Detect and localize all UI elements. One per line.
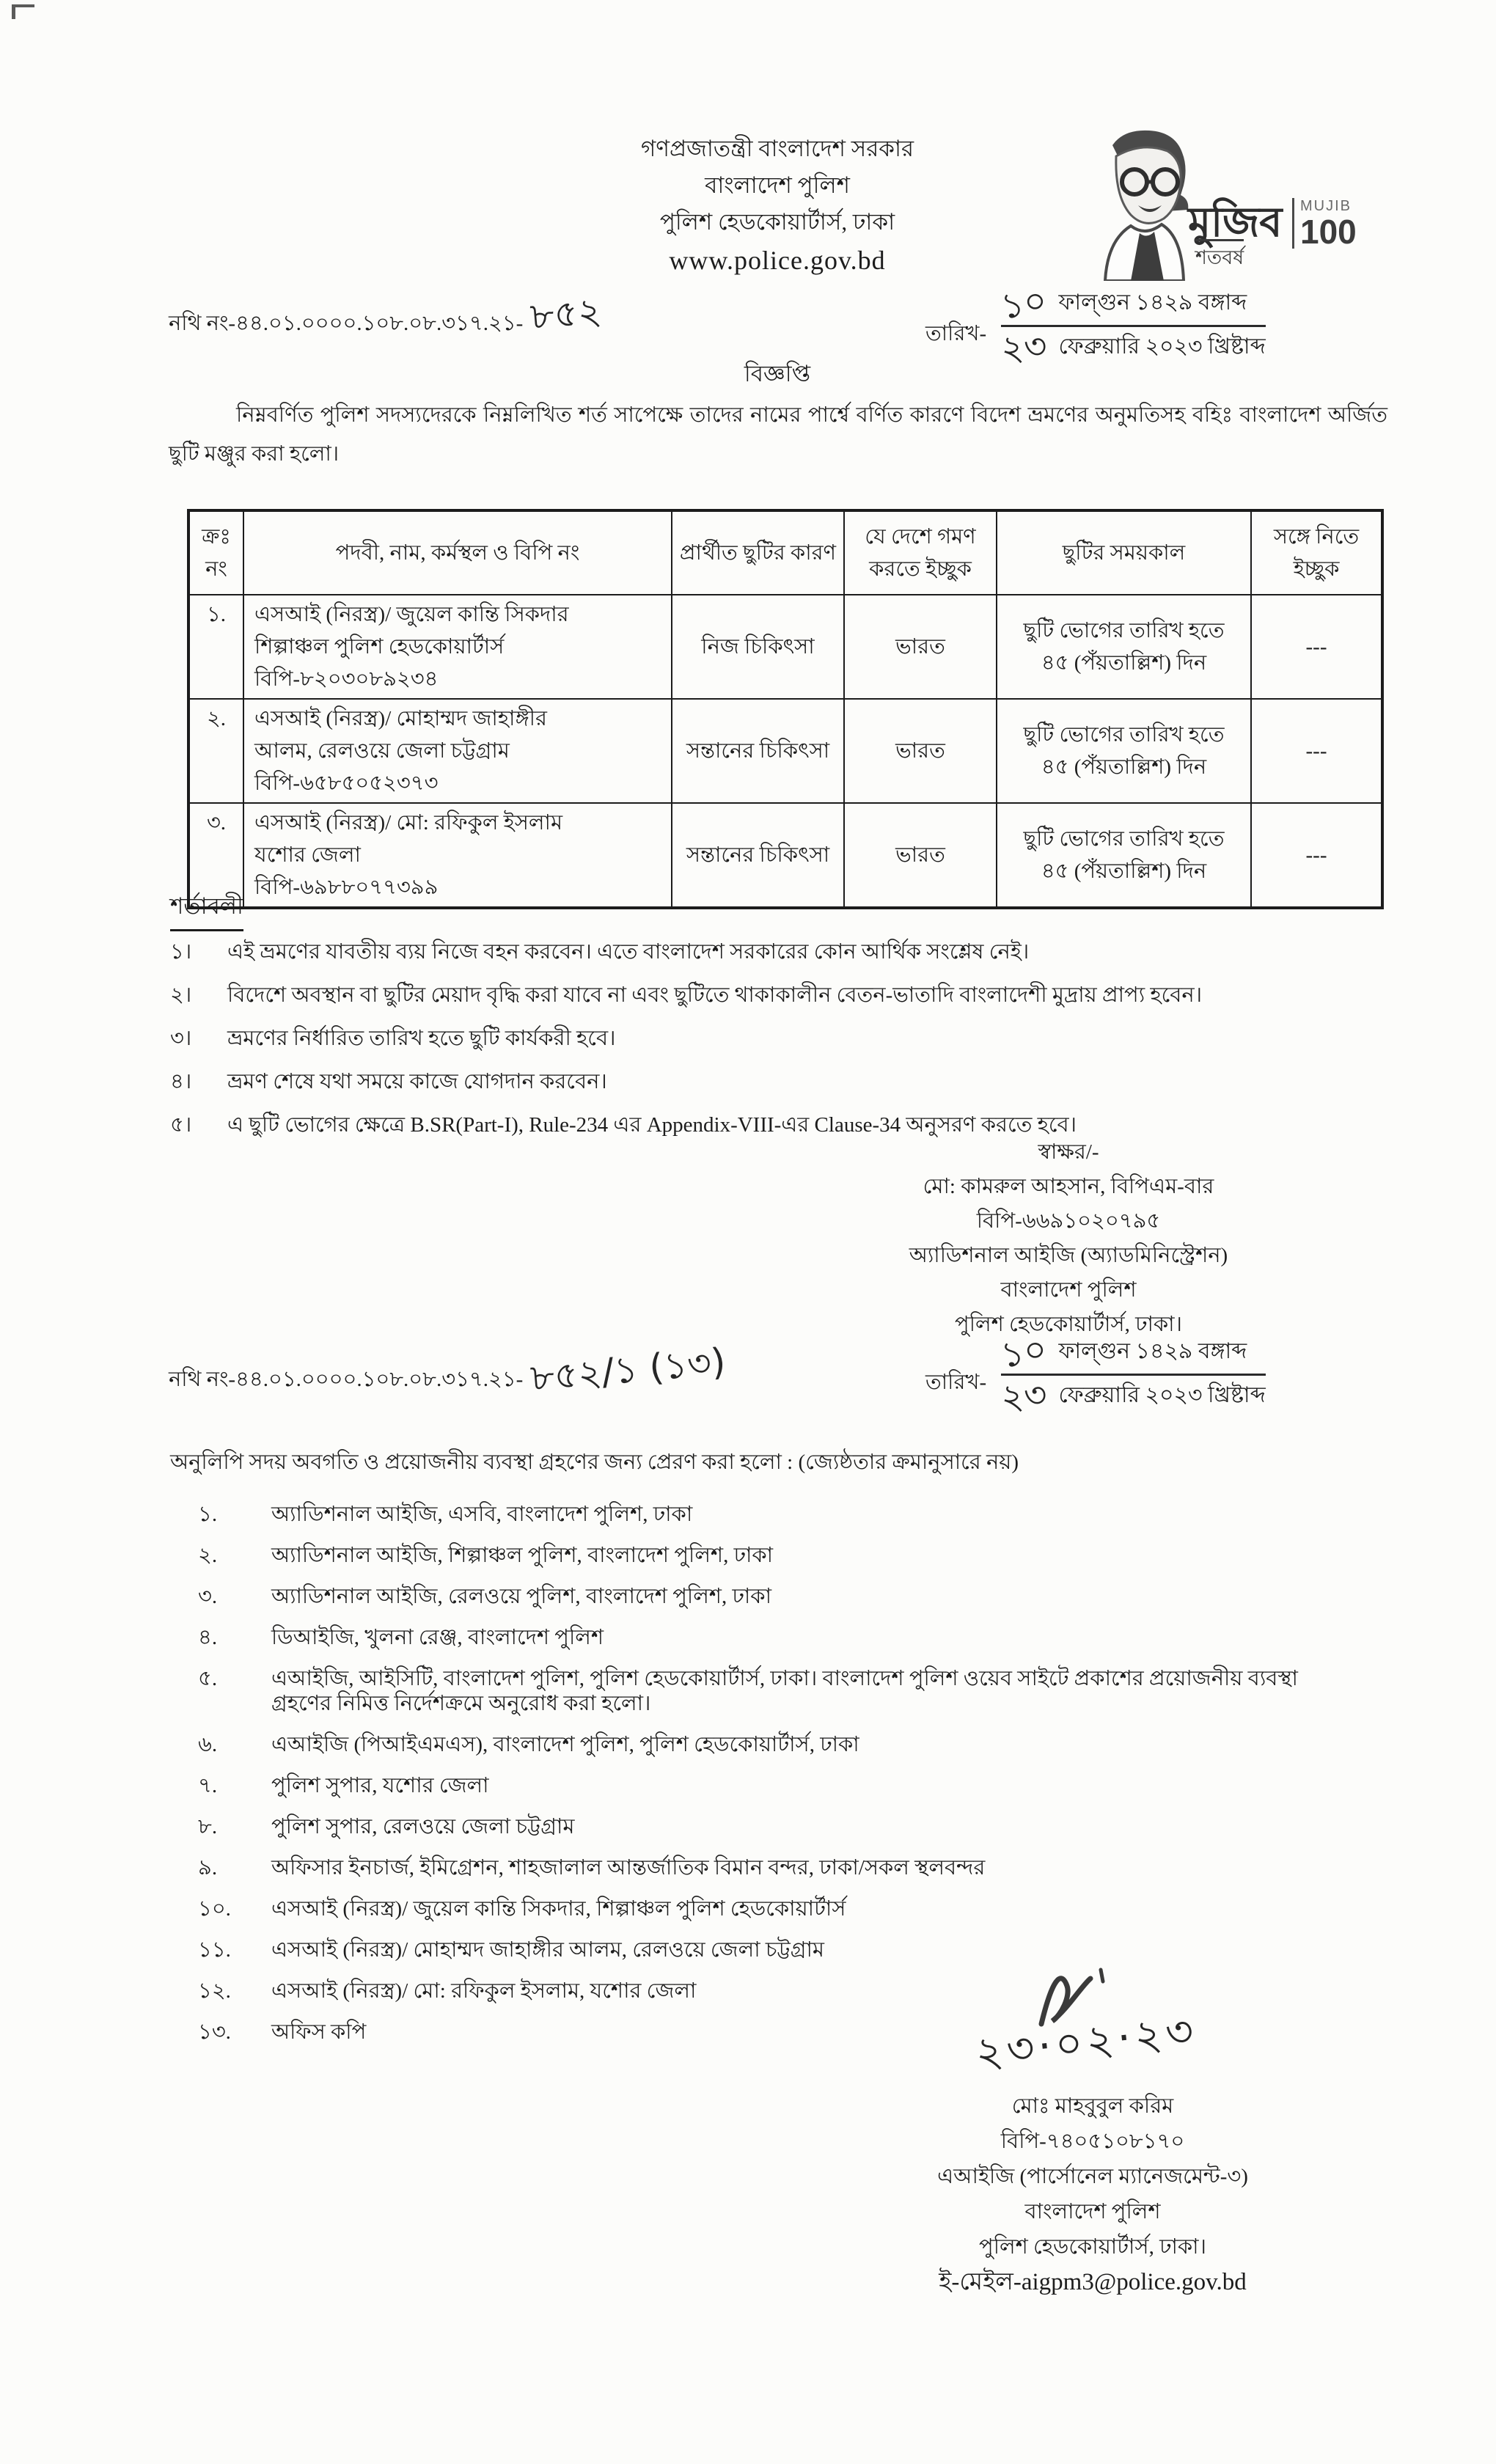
signatory-designation: এআইজি (পার্সোনেল ম্যানেজমেন্ট-৩) bbox=[937, 2165, 1248, 2188]
website-text: www.police.gov.bd bbox=[669, 246, 886, 275]
duration-line: ৪৫ (পঁয়তাল্লিশ) দিন bbox=[1041, 755, 1207, 779]
date-block-1 bbox=[925, 279, 1266, 370]
cell-reason: সন্তানের চিকিৎসা bbox=[672, 803, 844, 908]
organization-name: বাংলাদেশ পুলিশ bbox=[705, 172, 850, 198]
bengali-date-day-handwritten: ১০ bbox=[997, 279, 1050, 328]
condition-item bbox=[170, 1070, 1387, 1094]
signatory-block-2 bbox=[807, 2089, 1379, 2300]
condition-item bbox=[170, 940, 1387, 964]
posting-line: যশোর জেলা bbox=[254, 843, 361, 867]
distribution-text: অ্যাডিশনাল আইজি, এসবি, বাংলাদেশ পুলিশ, ঢাকা bbox=[271, 1503, 693, 1526]
signatory-email: ই-মেইল-aigpm3@police.gov.bd bbox=[939, 2269, 1247, 2295]
cell-duration bbox=[997, 699, 1251, 803]
condition-number: ২। bbox=[170, 983, 192, 1007]
distribution-item bbox=[198, 1625, 1342, 1650]
file-number-handwritten: ৮৫২ bbox=[529, 289, 604, 339]
distribution-text: পুলিশ সুপার, রেলওয়ে জেলা চট্টগ্রাম bbox=[271, 1815, 575, 1838]
signatory-org: বাংলাদেশ পুলিশ bbox=[1024, 2200, 1161, 2223]
duration-line: ৪৫ (পঁয়তাল্লিশ) দিন bbox=[1041, 651, 1207, 675]
cell-companion: --- bbox=[1251, 595, 1382, 699]
cell-serial: ২. bbox=[188, 699, 243, 803]
mujib-logo-title-bn: মুজিব bbox=[1188, 200, 1283, 246]
distribution-text: এসআই (নিরস্ত্র)/ জুয়েল কান্তি সিকদার, শিল্পাঞ্চল পুলিশ হেডকোয়ার্টার্স bbox=[271, 1897, 846, 1921]
bengali-date-day-handwritten: ১০ bbox=[997, 1327, 1050, 1376]
distribution-item bbox=[198, 1666, 1342, 1716]
signatory-name: মোঃ মাহবুবুল করিম bbox=[1011, 2094, 1174, 2118]
condition-number: ৪। bbox=[170, 1070, 192, 1093]
distribution-text: এআইজি, আইসিটি, বাংলাদেশ পুলিশ, পুলিশ হেডকোয়ার্টার্স, ঢাকা। বাংলাদেশ পুলিশ ওয়েব সাইটে প্রকাশের প্রয়োজনীয় ব্যবস্থা গ্রহণের নিমিত্ত নির্দেশক্রমে অনুরোধ করা হলো। bbox=[271, 1667, 1298, 1715]
conditions-list bbox=[170, 940, 1387, 1156]
bengali-date-text: ফাল্গুন ১৪২৯ বঙ্গাব্দ bbox=[1058, 290, 1247, 315]
name-line: এসআই (নিরস্ত্র)/ জুয়েল কান্তি সিকদার bbox=[254, 603, 569, 626]
distribution-text: অ্যাডিশনাল আইজি, শিল্পাঞ্চল পুলিশ, বাংলাদেশ পুলিশ, ঢাকা bbox=[271, 1544, 774, 1567]
cell-companion: --- bbox=[1251, 803, 1382, 908]
distribution-text: এআইজি (পিআইএমএস), বাংলাদেশ পুলিশ, পুলিশ হেডকোয়ার্টার্স, ঢাকা bbox=[271, 1733, 859, 1756]
cell-serial: ৩. bbox=[188, 803, 243, 908]
cell-name bbox=[243, 803, 672, 908]
duration-line: ছুটি ভোগের তারিখ হতে bbox=[1023, 827, 1225, 851]
condition-text: এই ভ্রমণের যাবতীয় ব্যয় নিজে বহন করবেন। এতে বাংলাদেশ সরকারের কোন আর্থিক সংশ্লেষ নেই। bbox=[227, 940, 1030, 964]
cell-reason: সন্তানের চিকিৎসা bbox=[672, 699, 844, 803]
distribution-item bbox=[198, 1543, 1342, 1568]
signed-label: স্বাক্ষর/- bbox=[1038, 1140, 1099, 1164]
date-label: তারিখ- bbox=[925, 322, 987, 345]
distribution-number: ১১. bbox=[198, 1938, 231, 1962]
gregorian-date-text: ফেব্রুয়ারি ২০২৩ খ্রিষ্টাব্দ bbox=[1058, 1383, 1266, 1407]
signatory-office: পুলিশ হেডকোয়ার্টার্স, ঢাকা। bbox=[955, 1313, 1182, 1336]
mujib-logo-title-en: MUJIB bbox=[1300, 198, 1352, 214]
signatory-org: বাংলাদেশ পুলিশ bbox=[1000, 1278, 1137, 1302]
cell-country: ভারত bbox=[844, 699, 997, 803]
duration-line: ৪৫ (পঁয়তাল্লিশ) দিন bbox=[1041, 859, 1207, 883]
condition-item bbox=[170, 983, 1387, 1008]
distribution-number: ১২. bbox=[198, 1979, 231, 2003]
duration-line: ছুটি ভোগের তারিখ হতে bbox=[1023, 723, 1225, 747]
col-header-reason: প্রার্থীত ছুটির কারণ bbox=[672, 510, 844, 595]
distribution-intro: অনুলিপি সদয় অবগতি ও প্রয়োজনীয় ব্যবস্থা গ্রহণের জন্য প্রেরণ করা হলো : (জ্যেষ্ঠতার ক্রমানুসারে নয়) bbox=[170, 1451, 1019, 1474]
leave-table bbox=[187, 509, 1384, 909]
mujib-logo-100: 100 bbox=[1300, 213, 1357, 251]
distribution-list bbox=[198, 1502, 1342, 2061]
distribution-number: ৯. bbox=[198, 1856, 218, 1880]
col-header-companion: সঙ্গে নিতে ইচ্ছুক bbox=[1251, 510, 1382, 595]
date-label: তারিখ- bbox=[925, 1371, 987, 1394]
posting-line: আলম, রেলওয়ে জেলা চট্টগ্রাম bbox=[254, 739, 510, 763]
signatory-bp: বিপি-৭৪০৫১০৮১৭০ bbox=[1000, 2130, 1185, 2153]
name-line: এসআই (নিরস্ত্র)/ মোহাম্মদ জাহাঙ্গীর bbox=[254, 707, 547, 730]
distribution-text: অ্যাডিশনাল আইজি, রেলওয়ে পুলিশ, বাংলাদেশ পুলিশ, ঢাকা bbox=[271, 1585, 771, 1608]
gregorian-date-day-handwritten: ২৩ bbox=[1000, 1374, 1049, 1418]
condition-number: ৫। bbox=[170, 1113, 192, 1137]
handwritten-date: ২৩·০২·২৩ bbox=[972, 2005, 1200, 2078]
distribution-item bbox=[198, 1502, 1342, 1527]
col-header-country: যে দেশে গমণ করতে ইচ্ছুক bbox=[844, 510, 997, 595]
cell-duration bbox=[997, 803, 1251, 908]
distribution-number: ১০. bbox=[198, 1897, 231, 1921]
distribution-text: এসআই (নিরস্ত্র)/ মো: রফিকুল ইসলাম, যশোর জেলা bbox=[271, 1979, 697, 2003]
distribution-number: ১. bbox=[198, 1503, 218, 1526]
cell-name bbox=[243, 699, 672, 803]
file-number-handwritten: ৮৫২/১ (১৩) bbox=[529, 1340, 727, 1400]
gregorian-date-day-handwritten: ২৩ bbox=[1000, 325, 1049, 370]
signatory-office: পুলিশ হেডকোয়ার্টার্স, ঢাকা। bbox=[979, 2235, 1206, 2259]
gregorian-date-text: ফেব্রুয়ারি ২০২৩ খ্রিষ্টাব্দ bbox=[1058, 334, 1266, 359]
mujib-logo-subtitle-bn: শতবর্ষ bbox=[1195, 239, 1244, 276]
distribution-item bbox=[198, 1814, 1342, 1839]
cell-companion: --- bbox=[1251, 699, 1382, 803]
office-name: পুলিশ হেডকোয়ার্টার্স, ঢাকা bbox=[659, 209, 895, 235]
distribution-item bbox=[198, 1773, 1342, 1798]
file-number-label: নথি নং-৪৪.০১.০০০০.১০৮.০৮.৩১৭.২১- bbox=[169, 1368, 524, 1391]
distribution-text: অফিসার ইনচার্জ, ইমিগ্রেশন, শাহজালাল আন্তর্জাতিক বিমান বন্দর, ঢাকা/সকল স্থলবন্দর bbox=[271, 1856, 986, 1880]
cell-duration bbox=[997, 595, 1251, 699]
condition-text: বিদেশে অবস্থান বা ছুটির মেয়াদ বৃদ্ধি করা যাবে না এবং ছুটিতে থাকাকালীন বেতন-ভাতাদি বাংলাদেশী মুদ্রায় প্রাপ্য হবেন। bbox=[227, 983, 1203, 1007]
cell-serial: ১. bbox=[188, 595, 243, 699]
distribution-text: পুলিশ সুপার, যশোর জেলা bbox=[271, 1774, 489, 1797]
condition-text: ভ্রমণ শেষে যথা সময়ে কাজে যোগদান করবেন। bbox=[227, 1070, 607, 1093]
distribution-number: ১৩. bbox=[198, 2020, 231, 2044]
bp-number-line: বিপি-৬৯৮৮০৭৭৩৯৯ bbox=[254, 876, 439, 899]
duration-line: ছুটি ভোগের তারিখ হতে bbox=[1023, 619, 1225, 642]
government-name: গণপ্রজাতন্ত্রী বাংলাদেশ সরকার bbox=[640, 136, 914, 161]
bp-number-line: বিপি-৮২০৩০৮৯২৩৪ bbox=[254, 667, 439, 691]
distribution-item bbox=[198, 1584, 1342, 1609]
distribution-item bbox=[198, 1896, 1342, 1921]
conditions-title: শর্তাবলী bbox=[170, 889, 243, 931]
distribution-number: ৪. bbox=[198, 1626, 218, 1649]
signatory-block-1 bbox=[786, 1135, 1351, 1342]
distribution-number: ৫. bbox=[198, 1667, 218, 1690]
table-row bbox=[188, 803, 1382, 908]
file-number-label: নথি নং-৪৪.০১.০০০০.১০৮.০৮.৩১৭.২১- bbox=[169, 312, 524, 335]
notice-title: বিজ্ঞপ্তি bbox=[744, 361, 811, 386]
distribution-number: ৭. bbox=[198, 1774, 218, 1797]
distribution-item bbox=[198, 1855, 1342, 1880]
table-header-row bbox=[188, 510, 1382, 595]
cell-reason: নিজ চিকিৎসা bbox=[672, 595, 844, 699]
notice-intro-paragraph: নিম্নবর্ণিত পুলিশ সদস্যদেরকে নিম্নলিখিত শর্ত সাপেক্ষে তাদের নামের পার্শ্বে বর্ণিত কারণে বিদেশ ভ্রমণের অনুমতিসহ বহিঃ বাংলাদেশ অর্জিত ছুটি মঞ্জুর করা হলো। bbox=[169, 403, 1387, 466]
distribution-number: ২. bbox=[198, 1544, 218, 1567]
signatory-bp: বিপি-৬৬৯১০২০৭৯৫ bbox=[976, 1209, 1161, 1233]
distribution-item bbox=[198, 1937, 1342, 1962]
col-header-duration: ছুটির সময়কাল bbox=[997, 510, 1251, 595]
distribution-text: অফিস কপি bbox=[271, 2020, 367, 2044]
name-line: এসআই (নিরস্ত্র)/ মো: রফিকুল ইসলাম bbox=[254, 811, 563, 835]
distribution-text: এসআই (নিরস্ত্র)/ মোহাম্মদ জাহাঙ্গীর আলম, রেলওয়ে জেলা চট্টগ্রাম bbox=[271, 1938, 825, 1962]
cell-country: ভারত bbox=[844, 803, 997, 908]
date-block-2 bbox=[925, 1327, 1266, 1418]
table-row bbox=[188, 699, 1382, 803]
condition-number: ১। bbox=[170, 940, 192, 964]
distribution-number: ৮. bbox=[198, 1815, 218, 1838]
cell-name bbox=[243, 595, 672, 699]
signatory-designation: অ্যাডিশনাল আইজি (অ্যাডমিনিস্ট্রেশন) bbox=[909, 1244, 1228, 1267]
col-header-serial: ক্রঃ নং bbox=[188, 510, 243, 595]
col-header-name: পদবী, নাম, কর্মস্থল ও বিপি নং bbox=[243, 510, 672, 595]
bengali-date-text: ফাল্গুন ১৪২৯ বঙ্গাব্দ bbox=[1058, 1339, 1247, 1363]
table-row bbox=[188, 595, 1382, 699]
mujib-100-logo bbox=[1072, 123, 1357, 285]
scan-artifact bbox=[12, 4, 34, 19]
condition-item bbox=[170, 1027, 1387, 1051]
condition-text: ভ্রমণের নির্ধারিত তারিখ হতে ছুটি কার্যকরী হবে। bbox=[227, 1027, 616, 1050]
distribution-item bbox=[198, 1732, 1342, 1757]
bp-number-line: বিপি-৬৫৮৫০৫২৩৭৩ bbox=[254, 771, 439, 795]
condition-item bbox=[170, 1113, 1387, 1137]
condition-text: এ ছুটি ভোগের ক্ষেত্রে B.SR(Part-I), Rule-234 এর Appendix-VIII-এর Clause-34 অনুসরণ করতে হবে। bbox=[227, 1113, 1077, 1137]
condition-number: ৩। bbox=[170, 1027, 192, 1050]
distribution-text: ডিআইজি, খুলনা রেঞ্জ, বাংলাদেশ পুলিশ bbox=[271, 1626, 604, 1649]
memo-number-1 bbox=[169, 289, 604, 342]
signatory-name: মো: কামরুল আহসান, বিপিএম-বার bbox=[923, 1175, 1214, 1198]
posting-line: শিল্পাঞ্চল পুলিশ হেডকোয়ার্টার্স bbox=[254, 635, 505, 659]
memo-number-2 bbox=[169, 1340, 727, 1400]
distribution-number: ৩. bbox=[198, 1585, 218, 1608]
distribution-number: ৬. bbox=[198, 1733, 218, 1756]
cell-country: ভারত bbox=[844, 595, 997, 699]
